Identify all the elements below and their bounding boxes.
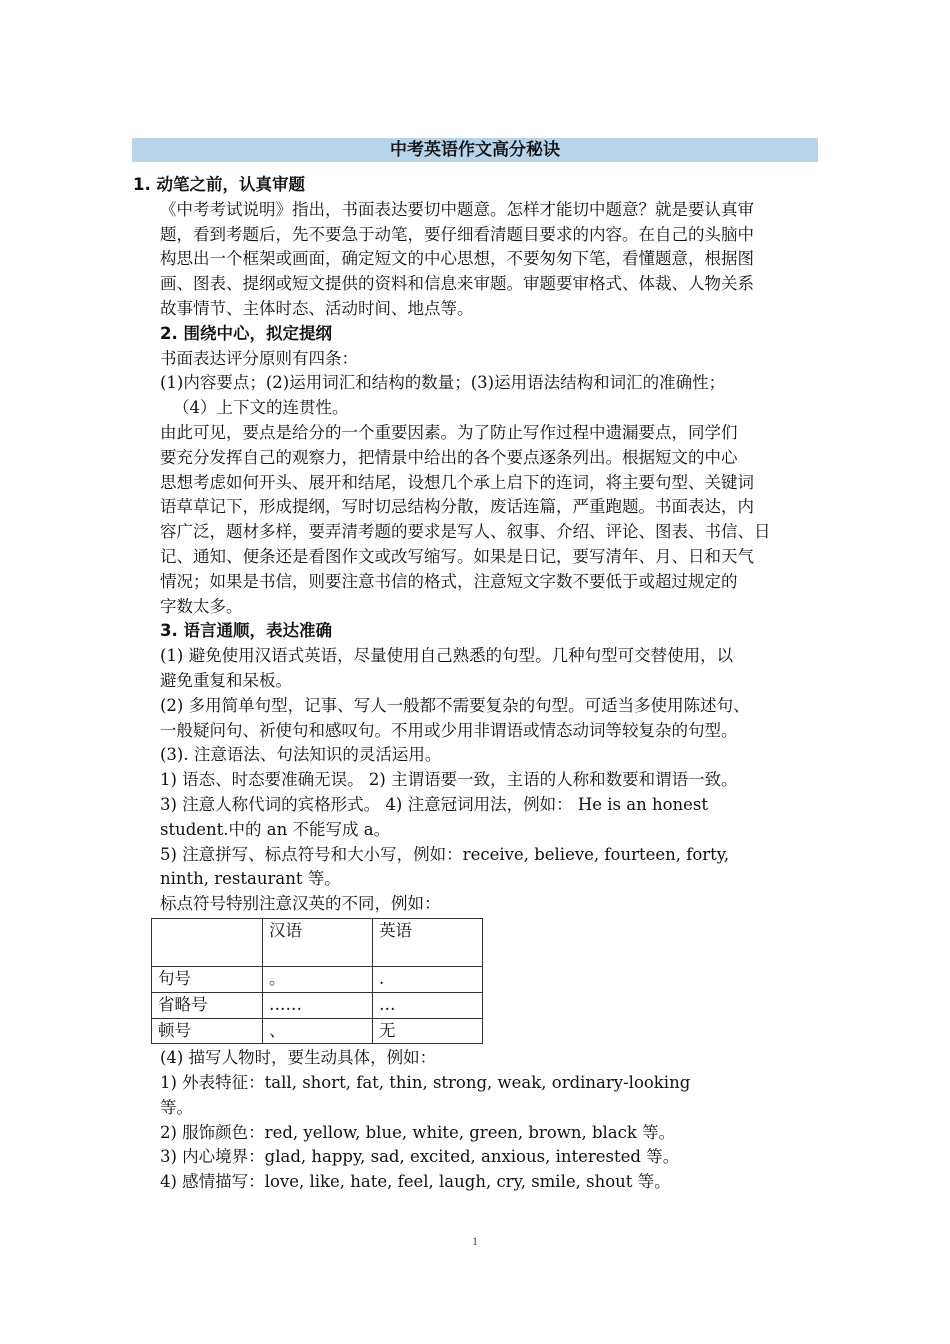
section-3-heading: 3. 语言通顺，表达准确 — [160, 621, 332, 641]
paragraph-line: 情况；如果是书信，则要注意书信的格式，注意短文字数不要低于或超过规定的 — [160, 571, 738, 591]
table-header-cell — [152, 918, 263, 966]
paragraph-line: 《中考考试说明》指出，书面表达要切中题意。怎样才能切中题意？就是要认真审 — [160, 199, 754, 219]
paragraph-line: 构思出一个框架或画面，确定短文的中心思想，不要匆匆下笔，看懂题意，根据图 — [160, 249, 754, 269]
table-header-cell: 汉语 — [263, 918, 373, 966]
paragraph-line: 等。 — [160, 1097, 193, 1117]
paragraph-line: 画、图表、提纲或短文提供的资料和信息来审题。审题要审格式、体裁、人物关系 — [160, 274, 754, 294]
paragraph-line: 由此可见，要点是给分的一个重要因素。为了防止写作过程中遗漏要点，同学们 — [160, 422, 738, 442]
paragraph-line: 3) 内心境界：glad, happy, sad, excited, anxious, interested 等。 — [160, 1147, 680, 1167]
paragraph-line: 2) 服饰颜色：red, yellow, blue, white, green, brown, black 等。 — [160, 1122, 676, 1142]
paragraph-line: 1) 外表特征：tall, short, fat, thin, strong, weak, ordinary-looking — [160, 1073, 691, 1093]
table-cell: . — [373, 966, 483, 992]
paragraph-line: (4) 描写人物时，要生动具体，例如： — [160, 1048, 437, 1068]
paragraph-line: 3) 注意人称代词的宾格形式。 4) 注意冠词用法，例如： He is an honest — [160, 794, 708, 814]
document-body — [133, 173, 823, 1195]
paragraph-line: 1) 语态、时态要准确无误。 2) 主谓语要一致，主语的人称和数要和谓语一致。 — [160, 770, 738, 790]
paragraph-line: student.中的 an 不能写成 a。 — [160, 819, 391, 839]
table-cell: 顿号 — [152, 1018, 263, 1044]
paragraph-line: 记、通知、便条还是看图作文或改写缩写。如果是日记，要写清年、月、日和天气 — [160, 546, 754, 566]
table-row — [152, 966, 483, 992]
table-cell: 无 — [373, 1018, 483, 1044]
paragraph-line: （4）上下文的连贯性。 — [173, 398, 349, 418]
page-number: 1 — [472, 1234, 478, 1248]
table-cell: 、 — [263, 1018, 373, 1044]
table-row — [152, 992, 483, 1018]
paragraph-line: 容广泛，题材多样，要弄清考题的要求是写人、叙事、介绍、评论、图表、书信、日 — [160, 522, 771, 542]
paragraph-line: 避免重复和呆板。 — [160, 670, 292, 690]
paragraph-line: 故事情节、主体时态、活动时间、地点等。 — [160, 298, 474, 318]
paragraph-line: 题，看到考题后，先不要急于动笔，要仔细看清题目要求的内容。在自己的头脑中 — [160, 224, 754, 244]
section-2-heading: 2. 围绕中心，拟定提纲 — [160, 323, 332, 343]
paragraph-line: 书面表达评分原则有四条： — [160, 348, 358, 368]
paragraph-line: (1) 避免使用汉语式英语，尽量使用自己熟悉的句型。几种句型可交替使用，以 — [160, 646, 734, 666]
document-title: 中考英语作文高分秘诀 — [132, 138, 818, 162]
table-header-cell: 英语 — [373, 918, 483, 966]
paragraph-line: 要充分发挥自己的观察力，把情景中给出的各个要点逐条列出。根据短文的中心 — [160, 447, 738, 467]
paragraph-line: 一般疑问句、祈使句和感叹句。不用或少用非谓语或情态动词等较复杂的句型。 — [160, 720, 738, 740]
paragraph-line: 思想考虑如何开头、展开和结尾，设想几个承上启下的连词，将主要句型、关键词 — [160, 472, 754, 492]
table-row — [152, 1018, 483, 1044]
paragraph-line: 字数太多。 — [160, 596, 243, 616]
paragraph-line: 标点符号特别注意汉英的不同，例如： — [160, 894, 441, 914]
paragraph-line: 4) 感情描写：love, like, hate, feel, laugh, cry, smile, shout 等。 — [160, 1172, 671, 1192]
table-cell: 句号 — [152, 966, 263, 992]
table-header-row — [152, 918, 483, 966]
punctuation-table — [151, 918, 483, 1044]
section-1-heading: 1. 动笔之前，认真审题 — [133, 175, 305, 194]
paragraph-line: 语草草记下，形成提纲，写时切忌结构分散，废话连篇，严重跑题。书面表达，内 — [160, 497, 754, 517]
paragraph-line: 5) 注意拼写、标点符号和大小写，例如：receive, believe, fourteen, forty, — [160, 844, 730, 864]
paragraph-line: (3). 注意语法、句法知识的灵活运用。 — [160, 745, 442, 765]
table-cell: …… — [263, 992, 373, 1018]
table-cell: 省略号 — [152, 992, 263, 1018]
paragraph-line: (1)内容要点；(2)运用词汇和结构的数量；(3)运用语法结构和词汇的准确性； — [160, 373, 726, 393]
table-cell: 。 — [263, 966, 373, 992]
paragraph-line: ninth, restaurant 等。 — [160, 869, 341, 889]
table-cell: … — [373, 992, 483, 1018]
paragraph-line: (2) 多用简单句型，记事、写人一般都不需要复杂的句型。可适当多使用陈述句、 — [160, 695, 750, 715]
